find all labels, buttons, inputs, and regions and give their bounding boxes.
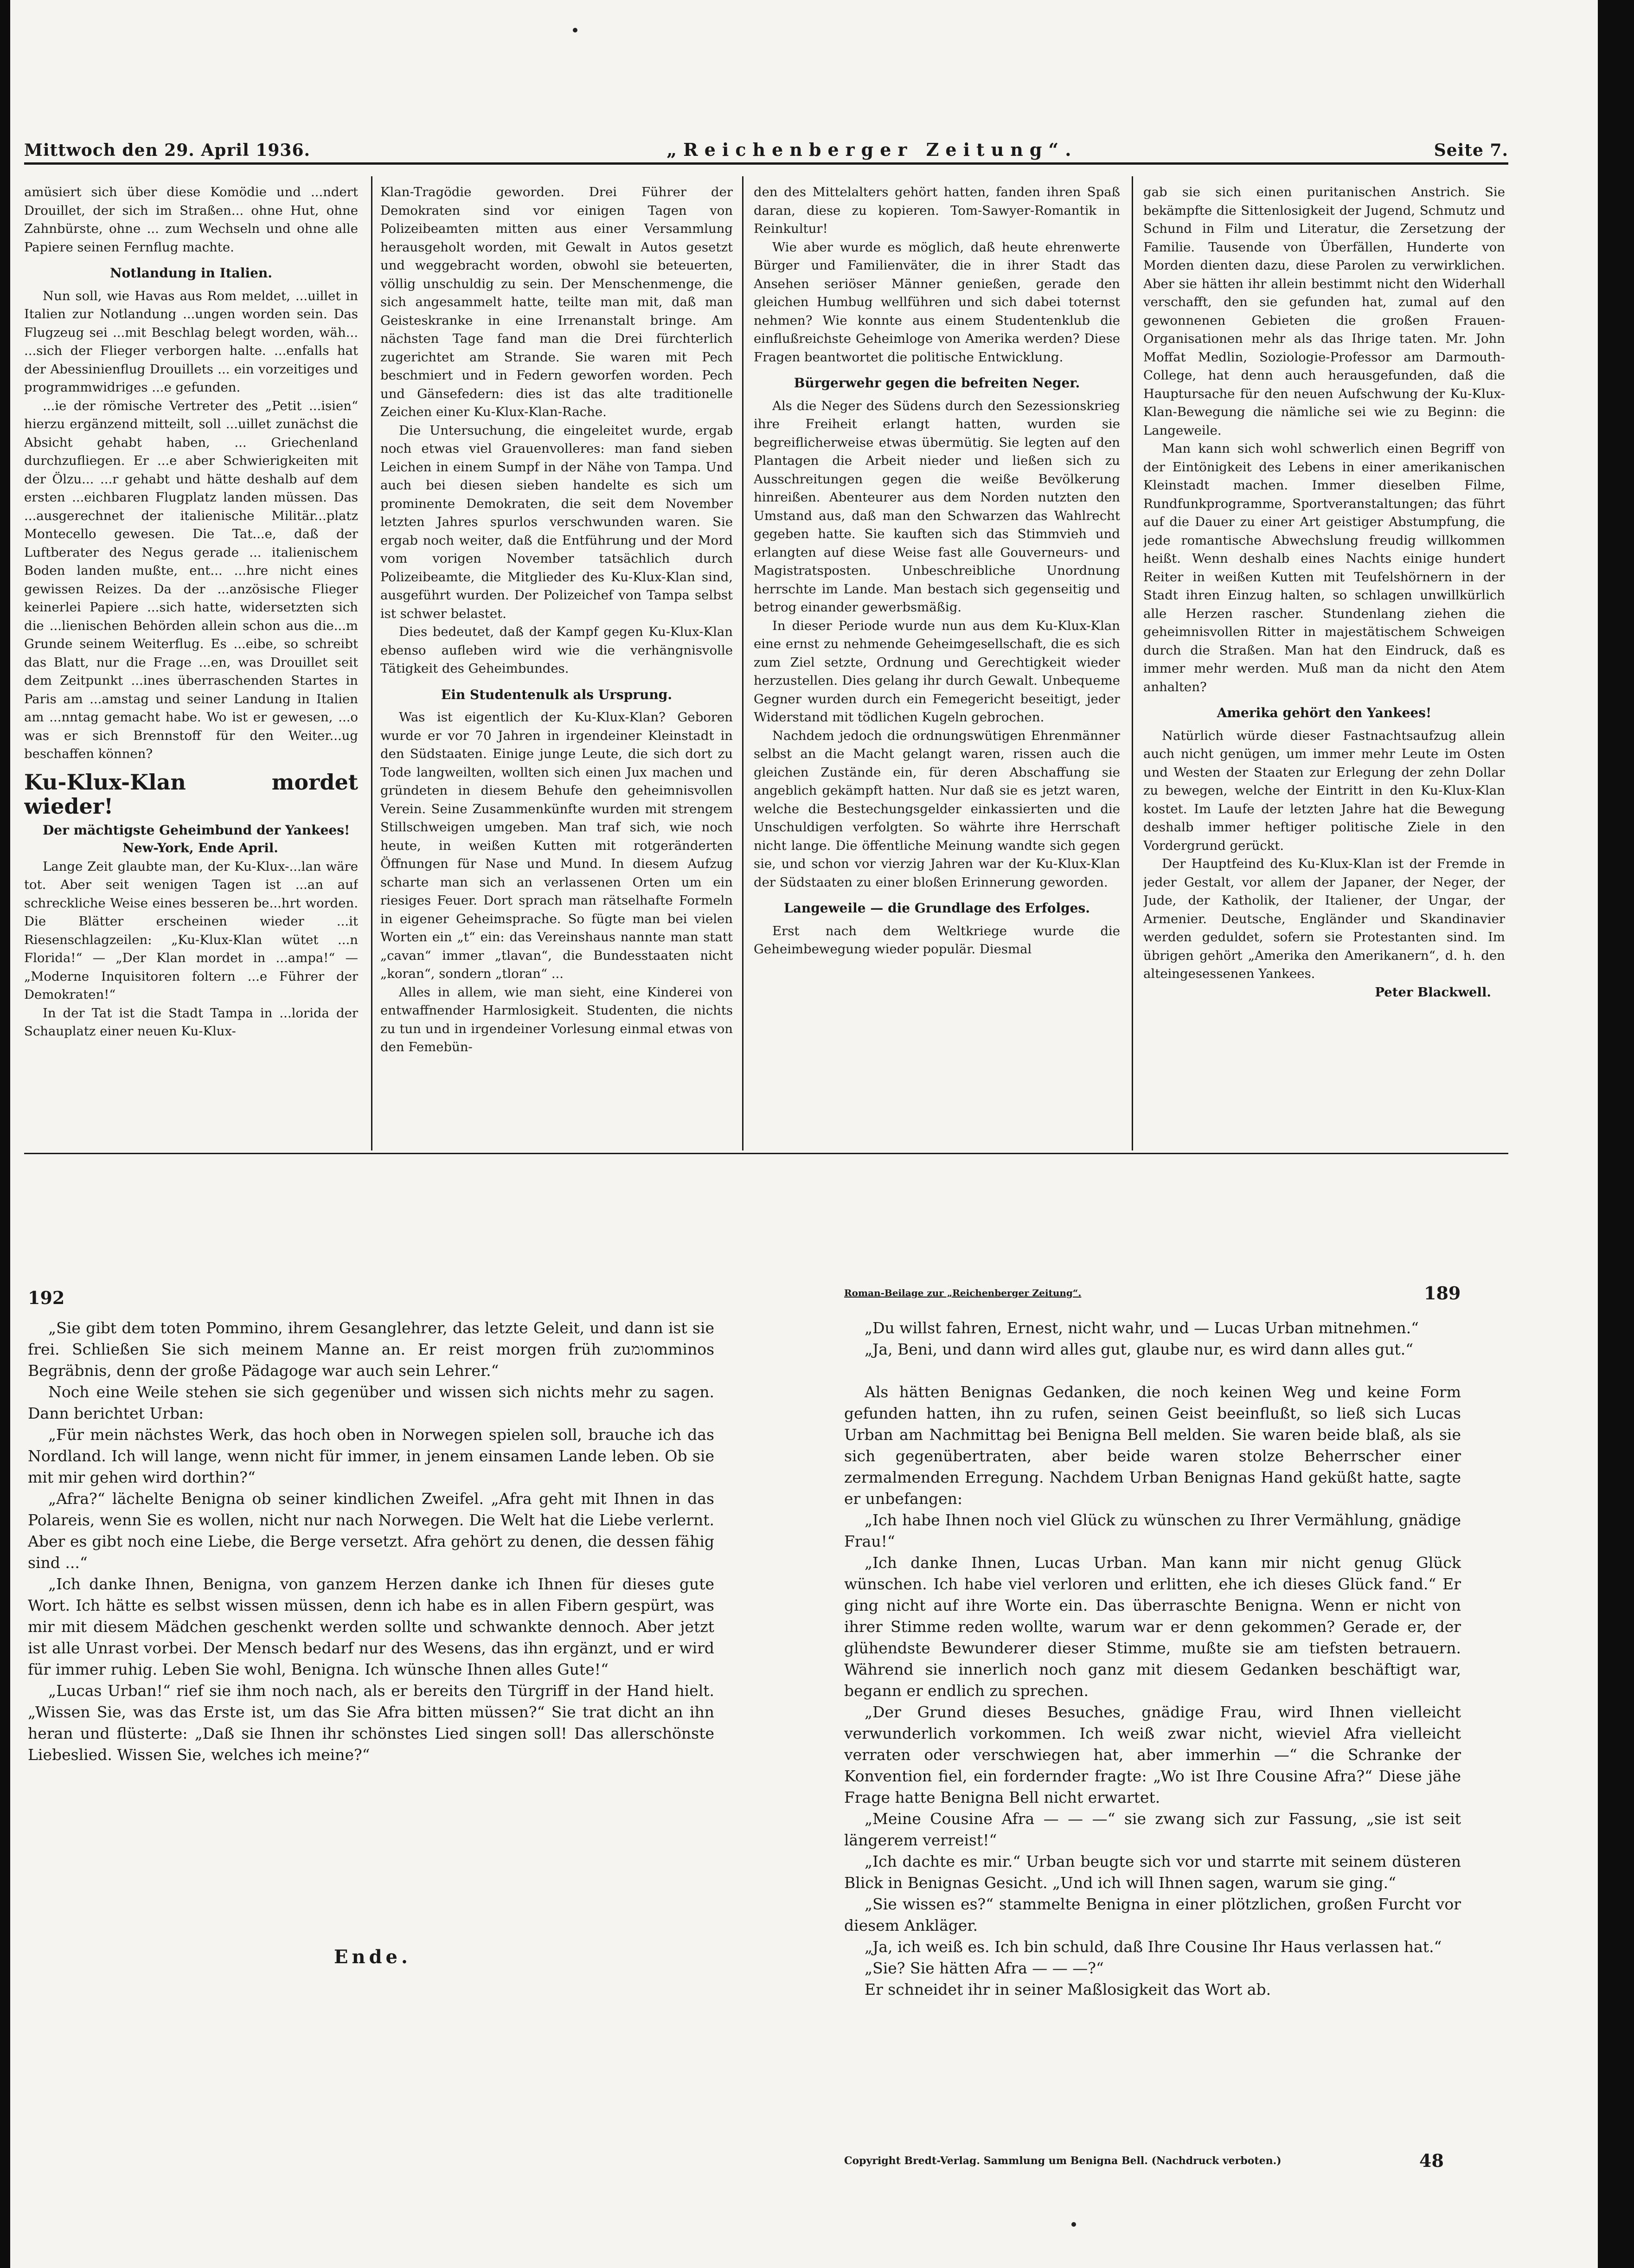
paragraph: „Sie gibt dem toten Pommino, ihrem Gesanglehrer, das letzte Geleit, und dann ist sie frei. Schließen Sie sich meinem Manne an. Er reist morgen früh zuומomminos Begräbnis, denn der große Pädagoge war auch sein Lehrer.“ <box>28 1319 714 1380</box>
paragraph: „Der Grund dieses Besuches, gnädige Frau, wird Ihnen vielleicht verwunderlich vorkommen. Ich weiß zwar nicht, wieviel Afra vielleicht verraten oder verschwiegen hat, aber immerhin —“ die Schranke der Konvention fiel, ein fordernder fragte: „Wo ist Ihre Cousine Afra?“ Diese jähe Frage hatte Benigna Bell nicht erwartet. <box>844 1703 1461 1806</box>
paragraph: Natürlich würde dieser Fastnachtsaufzug allein auch nicht genügen, um immer mehr Leute im Osten und Westen der Staaten zur Erlegung der zehn Dollar zu bewegen, welche der Eintritt in den Ku-Klux-Klan kostet. Im Laufe der letzten Jahre hat die Bewegung deshalb immer heftiger politische Ziele in den Vordergrund gerückt. <box>1143 728 1505 853</box>
novel-page-left <box>28 1317 714 1766</box>
paragraph: „Sie? Sie hätten Afra — — —?“ <box>865 1959 1104 1977</box>
paragraph: Als die Neger des Südens durch den Sezessionskrieg ihre Freiheit erlangt hatten, wurden sie begreiflicherweise etwas übermütig. Sie legten auf den Plantagen die Arbeit nieder und ließen sich zu Ausschreitungen gegen die weiße Bevölkerung hinreißen. Abenteurer aus dem Norden nutzten den Umstand aus, daß man den Schwarzen das Wahlrecht gegeben hatte. Sie kauften sich das Stimmvieh und erlangten auf diese Weise fast alle Gouverneurs- und Magistratsposten. Unbeschreibliche Unordnung herrschte im Lande. Man bestach sich gegenseitig und betrog einander gewerbsmäßig. <box>754 398 1120 615</box>
novel-page-number-right: 189 <box>1424 1283 1461 1304</box>
paragraph: „Lucas Urban!“ rief sie ihm noch nach, als er bereits den Türgriff in der Hand hielt. „Wissen Sie, was das Erste ist, um das Sie Afra bitten müssen?“ Sie trat dicht an ihn heran und flüsterte: „Daß sie Ihnen ihr schönstes Lied singen soll! Das allerschönste Liebeslied. Wissen Sie, welches ich meine?“ <box>28 1682 714 1764</box>
paragraph: „Meine Cousine Afra — — —“ sie zwang sich zur Fassung, „sie ist seit längerem verreist!“ <box>844 1810 1461 1849</box>
paragraph: ...ie der römische Vertreter des „Petit ...isien“ hierzu ergänzend mitteilt, soll ...uillet zunächst die Absicht gehabt haben, ... Griechenland durchzufliegen. Er ...e aber Schwierigkeiten mit der Ölzu... ...r gehabt und hätte deshalb auf dem ersten ...eichbaren Flugplatz landen müssen. Das ...ausgerechnet der italienische Militär...platz Montecello gewesen. Die Tat...e, daß der Luftberater des Negus gerade ... italienischem Boden landen mußte, ent... ...hre nicht eines gewissen Reizes. Da der ...anzösische Flieger keinerlei Papiere ...sich hatte, widersetzten sich die ...lienischen Behörden allein schon aus die...m Grunde seinem Weiterflug. Es ...eibe, so schreibt das Blatt, nur die Frage ...en, was Drouillet seit dem Zeitpunkt ...ines überraschenden Startes in Paris am ...amstag und seiner Landung in Italien am ...nntag gemacht habe. Wo ist er gewesen, ...o was er sich Brennstoff für den Weiter...ug beschaffen können? <box>24 398 358 761</box>
paragraph: „Für mein nächstes Werk, das hoch oben in Norwegen spielen soll, brauche ich das Nordland. Ich will lange, wenn nicht für immer, in jenem einsamen Lande leben. Ob sie mit mir gehen wird dorthin?“ <box>28 1426 714 1486</box>
novel-page-right <box>844 1317 1461 2000</box>
scan-border-left <box>0 0 10 2268</box>
section-heading: Amerika gehört den Yankees! <box>1217 705 1432 720</box>
section-heading: Notlandung in Italien. <box>109 265 273 281</box>
column-rule <box>742 176 743 1150</box>
paragraph: „Du willst fahren, Ernest, nicht wahr, und — Lucas Urban mitnehmen.“ <box>865 1319 1419 1337</box>
author-signature: Peter Blackwell. <box>1375 984 1491 1000</box>
column-rule <box>1132 176 1133 1150</box>
paragraph: „Ich dachte es mir.“ Urban beugte sich vor und starrte mit seinem düsteren Blick in Benignas Gesicht. „Und ich will Ihnen sagen, warum sie ging.“ <box>844 1852 1461 1892</box>
paragraph: „Ja, Beni, und dann wird alles gut, glaube nur, es wird dann alles gut.“ <box>865 1340 1414 1358</box>
header-rule <box>24 162 1508 165</box>
page-header <box>24 139 1508 160</box>
paragraph: In dieser Periode wurde nun aus dem Ku-Klux-Klan eine ernst zu nehmende Geheimgesellschaft, die es sich zum Ziel setzte, Ordnung und Gerechtigkeit wieder herzustellen. Dies gelang ihr durch Gewalt. Unbequeme Gegner wurden durch ein Femegericht beseitigt, jeder Widerstand mit tödlichen Kugeln gebrochen. <box>754 618 1120 725</box>
paragraph: Wie aber wurde es möglich, daß heute ehrenwerte Bürger und Familienväter, die in ihrer Stadt das Ansehen seriöser Männer genießen, gerade den gleichen Humbug wellführen und sich dabei toternst nehmen? Wie konnte aus einem Studentenklub die einflußreichste Geheimloge von Amerika werden? Diese Fragen beantwortet die politische Entwicklung. <box>754 239 1120 365</box>
paragraph: Erst nach dem Weltkriege wurde die Geheimbewegung wieder populär. Diesmal <box>754 923 1120 957</box>
paragraph: Die Untersuchung, die eingeleitet wurde, ergab noch etwas viel Grauenvolleres: man fand sieben Leichen in einem Sumpf in der Nähe von Tampa. Und auch bei diesen sieben handelte es sich um prominente Demokraten, die seit dem November letzten Jahres spurlos verschwunden waren. Sie ergab noch weiter, daß die Entführung und der Mord vom vorigen November tatsächlich durch Polizeibeamte, die Mitglieder des Ku-Klux-Klan sind, ausgeführt wurden. Der Polizeichef von Tampa selbst ist schwer belastet. <box>380 423 733 621</box>
paragraph: Der Hauptfeind des Ku-Klux-Klan ist der Fremde in jeder Gestalt, vor allem der Japaner, der Neger, der Jude, der Katholik, der Italiener, der Ungar, der Armenier. Deutsche, Engländer und Skandinavier werden geduldet, sofern sie Protestanten sind. Im übrigen gehört „Amerika den Amerikanern“, d. h. den alteingesessenen Yankees. <box>1143 856 1505 981</box>
header-date: Mittwoch den 29. April 1936. <box>24 141 311 160</box>
paragraph: In der Tat ist die Stadt Tampa in ...lorida der Schauplatz einer neuen Ku-Klux- <box>24 1005 358 1039</box>
article-column-2 <box>380 183 733 1148</box>
article-column-4 <box>1143 183 1505 1148</box>
article-column-1 <box>24 183 358 1148</box>
paragraph: Dies bedeutet, daß der Kampf gegen Ku-Klux-Klan ebenso aufleben wird wie die verhängnisvolle Tätigkeit des Geheimbundes. <box>380 624 733 676</box>
column-rule <box>371 176 372 1150</box>
paragraph: Lange Zeit glaubte man, der Ku-Klux-...lan wäre tot. Aber seit wenigen Tagen ist ...an auf schreckliche Weise eines besseren be...hrt worden. Die Blätter erscheinen wieder ...it Riesenschlagzeilen: „Ku-Klux-Klan wütet ...n Florida!“ — „Der Klan mordet in ...ampa!“ — „Moderne Inquisitoren foltern ...e Führer der Demokraten!“ <box>24 859 358 1002</box>
section-heading: Langeweile — die Grundlage des Erfolges. <box>784 900 1090 916</box>
paragraph: „Ich danke Ihnen, Lucas Urban. Man kann mir nicht genug Glück wünschen. Ich habe viel verloren und erlitten, ehe ich dieses Glück fand.“ Er ging nicht auf ihre Worte ein. Das überraschte Benigna. Wenn er nicht von ihrer Stimme reden wollte, warum war er denn gekommen? Gerade er, der glühendste Bewunderer dieser Stimme, mußte sie am tiefsten betrauern. Während sie innerlich noch ganz mit diesem Gedanken beschäftigt war, begann er endlich zu sprechen. <box>844 1554 1461 1700</box>
paragraph: „Ich habe Ihnen noch viel Glück zu wünschen zu Ihrer Vermählung, gnädige Frau!“ <box>844 1511 1461 1550</box>
paragraph: gab sie sich einen puritanischen Anstrich. Sie bekämpfte die Sittenlosigkeit der Jugend, Schmutz und Schund in Film und Literatur, die Zersetzung der Familie. Tausende von Überfällen, Hunderte von Morden dienten dazu, diese Parolen zu verwirklichen. Aber sie hätten ihr allein bestimmt nicht den Widerhall verschafft, den sie gefunden hat, zumal auf den gewonnenen Gebieten die großen Frauen-Organisationen mehr als das Ihrige taten. Mr. John Moffat Medlin, Soziologie-Professor am Darmouth-College, hat denn auch herausgefunden, daß die Hauptursache für den neuen Aufschwung der Ku-Klux-Klan-Bewegung die nämliche sei wie zu Beginn: die Langeweile. <box>1143 185 1505 438</box>
dateline: New-York, Ende April. <box>122 841 278 855</box>
supplement-label: Roman-Beilage zur „Reichenberger Zeitung“. <box>844 1287 1082 1298</box>
paragraph: amüsiert sich über diese Komödie und ...ndert Drouillet, der sich im Straßen... ohne Hut, ohne Zahnbürste, ohne ... zum Wechseln und ohne alle Papiere seinen Fernflug machte. <box>24 185 358 255</box>
header-masthead: „Reichenberger Zeitung“. <box>666 139 1078 160</box>
paragraph: „Sie wissen es?“ stammelte Benigna in einer plötzlichen, großen Furcht vor diesem Ankläger. <box>844 1895 1461 1934</box>
paragraph: Nachdem jedoch die ordnungswütigen Ehrenmänner selbst an die Macht gelangt waren, rissen auch die gleichen Zustände ein, für deren Abschaffung sie angeblich gekämpft hatten. Nur daß sie es jetzt waren, welche die Bestechungsgelder einkassierten und die Unschuldigen verfolgten. So währte ihre Herrschaft nicht lange. Die öffentliche Meinung wandte sich gegen sie, und schon vor vierzig Jahren war der Ku-Klux-Klan der Südstaaten zu einer bloßen Erinnerung geworden. <box>754 728 1120 890</box>
paragraph: Als hätten Benignas Gedanken, die noch keinen Weg und keine Form gefunden hatten, ihn zu rufen, seinen Geist beeinflußt, so ließ sich Lucas Urban am Nachmittag bei Benigna Bell melden. Sie waren beide blaß, als sie sich gegenübertraten, aber beide waren stolze Beherrscher einer zermalmenden Erregung. Nachdem Urban Benignas Hand geküßt hatte, sagte er unbefangen: <box>844 1383 1461 1508</box>
section-heading: Ein Studentenulk als Ursprung. <box>441 687 673 702</box>
paragraph: Er schneidet ihr in seiner Maßlosigkeit das Wort ab. <box>865 1980 1271 1998</box>
scan-speck <box>573 28 577 32</box>
article-subheadline: Der mächtigste Geheimbund der Yankees! <box>43 822 350 838</box>
paragraph: „Afra?“ lächelte Benigna ob seiner kindlichen Zweifel. „Afra geht mit Ihnen in das Polareis, wenn Sie es wollen, nicht nur nach Norwegen. Die Welt hat die Liebe verlernt. Aber es gibt noch eine Liebe, die Berge versetzt. Afra gehört zu denen, die dessen fähig sind ...“ <box>28 1490 714 1572</box>
novel-page-number-left: 192 <box>28 1287 65 1308</box>
paragraph: Alles in allem, wie man sieht, eine Kinderei von entwaffnender Harmlosigkeit. Studenten, die nichts zu tun und in irgendeiner Vorlesung einmal etwas von den Femebün- <box>380 984 733 1054</box>
paragraph: Nun soll, wie Havas aus Rom meldet, ...uillet in Italien zur Notlandung ...ungen worden sein. Das Flugzeug sei ...mit Beschlag belegt worden, wäh... ...sich der Flieger verborgen halte. ...enfalls hat der Abessinienflug Drouillets ... ein vorzeitiges und programmwidriges ...e gefunden. <box>24 288 358 395</box>
paragraph: Was ist eigentlich der Ku-Klux-Klan? Geboren wurde er vor 70 Jahren in irgendeiner Kleinstadt in den Südstaaten. Einige junge Leute, die sich dort zu Tode langweilten, wollten sich einen Jux machen und gründeten in diesem Behufe den geheimnisvollen Verein. Seine Zusammenkünfte wurden mit strengem Stillschweigen umgeben. Man traf sich, wie noch heute, in weißen Kutten mit rotgeränderten Öffnungen für Nase und Mund. In diesem Aufzug scharte man sich an verlassenen Orten um ein riesiges Feuer. Dort sprach man rätselhafte Formeln in eigener Geheimsprache. So fügte man bei vielen Worten ein „t“ ein: das Vereinshaus nannte man statt „cavan“ immer „tlavan“, die Bundesstaaten nicht „koran“, sondern „tloran“ ... <box>380 710 733 981</box>
paragraph: Klan-Tragödie geworden. Drei Führer der Demokraten sind vor einigen Tagen von Polizeibeamten mitten aus einer Versammlung herausgeholt worden, mit Gewalt in Autos gesetzt und weggebracht worden, obwohl sie beteuerten, völlig unschuldig zu sein. Der Menschenmenge, die sich angesammelt hatte, teilte man mit, daß man Geisteskranke in eine Irrenanstalt bringe. Am nächsten Tage fand man die Drei fürchterlich zugerichtet am Strande. Sie waren mit Pech beschmiert und in Federn geworfen worden. Pech und Gänsefedern: dies ist das alte traditionelle Zeichen einer Ku-Klux-Klan-Rache. <box>380 185 733 419</box>
section-heading: Bürgerwehr gegen die befreiten Neger. <box>794 375 1080 391</box>
novel-end-mark: Ende. <box>334 1946 411 1968</box>
scan-speck <box>1071 2222 1076 2227</box>
paragraph: „Ich danke Ihnen, Benigna, von ganzem Herzen danke ich Ihnen für dieses gute Wort. Ich hätte es selbst wissen müssen, denn ich habe es in allen Fibern gespürt, was mir mit diesem Mädchen geschenkt werden sollte und schwankte dennoch. Aber jetzt ist alle Unrast vorbei. Der Mensch bedarf nur des Wesens, das ihn ergänzt, und er wird für immer ruhig. Leben Sie wohl, Benigna. Ich wünsche Ihnen alles Gute!“ <box>28 1575 714 1678</box>
scan-border-right <box>1598 0 1634 2268</box>
article-headline: Ku-Klux-Klan mordet wieder! <box>24 769 358 819</box>
paragraph: Noch eine Weile stehen sie sich gegenüber und wissen sich nichts mehr zu sagen. Dann berichtet Urban: <box>28 1383 714 1422</box>
section-rule <box>24 1153 1508 1154</box>
paragraph: „Ja, ich weiß es. Ich bin schuld, daß Ihre Cousine Ihr Haus verlassen hat.“ <box>865 1938 1442 1956</box>
paragraph: Man kann sich wohl schwerlich einen Begriff von der Eintönigkeit des Lebens in einer amerikanischen Kleinstadt machen. Immer dieselben Filme, Rundfunkprogramme, Sportveranstaltungen; das führt auf die Dauer zu einer Art geistiger Abstumpfung, die jede romantische Abwechslung freudig willkommen heißt. Wenn deshalb eines Nachts einige hundert Reiter in weißen Kutten mit Teufelshörnern in der Stadt ihren Einzug halten, so schlagen unwillkürlich alle Herzen rascher. Stundenlang ziehen die geheimnisvollen Ritter in majestätischem Schweigen durch die Straßen. Man hat den Eindruck, daß es immer mehr werden. Muß man da nicht den Atem anhalten? <box>1143 441 1505 694</box>
copyright-credit: Copyright Bredt-Verlag. Sammlung um Benigna Bell. (Nachdruck verboten.) <box>844 2155 1282 2167</box>
article-column-3 <box>754 183 1120 1148</box>
footer-number: 48 <box>1419 2150 1444 2171</box>
header-page: Seite 7. <box>1434 141 1508 160</box>
paragraph: den des Mittelalters gehört hatten, fanden ihren Spaß daran, diese zu kopieren. Tom-Sawyer-Romantik in Reinkultur! <box>754 185 1120 236</box>
